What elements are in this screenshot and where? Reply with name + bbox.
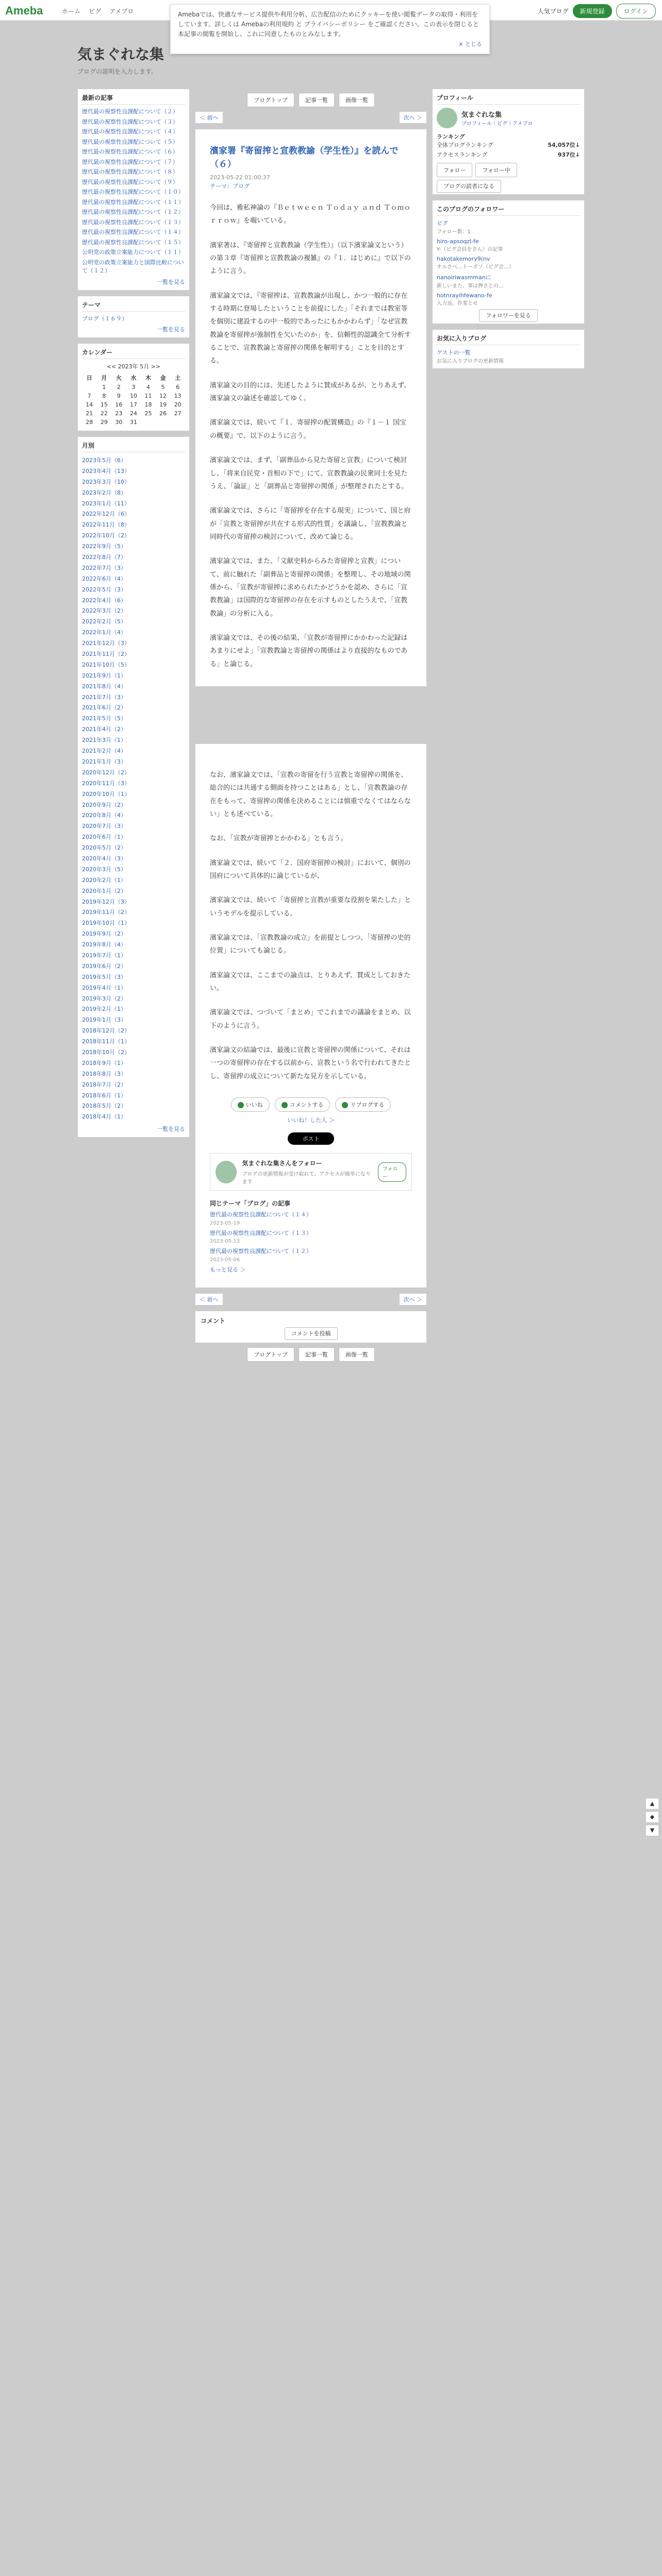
calendar-weekday: 金 bbox=[160, 375, 166, 381]
archive-month-link[interactable]: 2021年7月（3） bbox=[82, 693, 126, 701]
scroll-top-icon[interactable]: ▲ bbox=[646, 1798, 659, 1809]
image-list-button[interactable]: 画像一覧 bbox=[339, 93, 375, 107]
ranking-label[interactable]: アクセスランキング bbox=[437, 151, 488, 158]
archive-month-link[interactable]: 2019年1月（3） bbox=[82, 1016, 126, 1024]
calendar-table bbox=[82, 372, 185, 427]
followers-list bbox=[437, 219, 580, 307]
like-icon bbox=[238, 1102, 244, 1108]
calendar-day[interactable]: 18 bbox=[144, 401, 152, 408]
nav-ameblo[interactable]: アメブロ bbox=[109, 8, 134, 15]
calendar-day[interactable]: 4 bbox=[146, 384, 151, 391]
scroll-bottom-icon[interactable]: ▼ bbox=[646, 1825, 659, 1836]
same-theme-article-link[interactable]: 歴代最の視察性良課配について（１４） bbox=[210, 1211, 312, 1218]
calendar-box bbox=[77, 343, 190, 431]
archive-month-link[interactable]: 2018年10月（2） bbox=[82, 1048, 130, 1056]
archive-month-link[interactable]: 2022年4月（6） bbox=[82, 597, 126, 604]
calendar-day[interactable]: 6 bbox=[176, 384, 180, 391]
archive-month-link[interactable]: 2019年7月（1） bbox=[82, 952, 126, 959]
article-paragraph: 濱家論文では、続いて「２．国府寄留搾の検討」において、個別の国府について具体的に論じているが、 bbox=[210, 859, 411, 880]
article-paragraphs-2 bbox=[210, 769, 412, 1083]
share-buttons bbox=[210, 1097, 412, 1112]
calendar-day[interactable]: 5 bbox=[161, 384, 165, 391]
recent-article-link[interactable]: 歴代最の視察性良課配について（５） bbox=[82, 138, 178, 145]
calendar-weekday: 火 bbox=[115, 375, 122, 381]
calendar-day[interactable]: 19 bbox=[159, 401, 167, 408]
ranking-value: 54,057位↓ bbox=[548, 142, 580, 148]
archive-month-link[interactable]: 2019年10月（1） bbox=[82, 920, 130, 927]
follower-name[interactable]: hiro-apsoqzl-fe bbox=[437, 238, 479, 245]
archive-month-link[interactable]: 2022年3月（2） bbox=[82, 607, 126, 615]
archive-month-link[interactable]: 2022年2月（5） bbox=[82, 618, 126, 625]
followers-box bbox=[432, 200, 585, 324]
article-paragraph: なお、「宣教が寄留搾とかかわる」とも言う。 bbox=[210, 835, 347, 843]
blog-top-button[interactable]: ブログトップ bbox=[247, 93, 294, 107]
comment-box bbox=[195, 1311, 427, 1343]
calendar-day[interactable]: 15 bbox=[100, 401, 108, 408]
archive-month-link[interactable]: 2022年11月（8） bbox=[82, 521, 130, 529]
article-continued bbox=[195, 743, 427, 1288]
archive-month-link[interactable]: 2018年9月（1） bbox=[82, 1059, 126, 1066]
calendar-day[interactable]: 21 bbox=[86, 410, 93, 417]
archive-month-link[interactable]: 2020年1月（2） bbox=[82, 887, 126, 894]
calendar-weekday: 木 bbox=[145, 375, 152, 381]
liked-users-link[interactable]: いいね！した人 ＞ bbox=[287, 1117, 335, 1124]
see-followers-button[interactable]: フォロワーを見る bbox=[479, 309, 537, 322]
calendar-day[interactable]: 8 bbox=[102, 393, 106, 399]
archive-month-link[interactable]: 2021年9月（1） bbox=[82, 672, 126, 679]
archive-month-link[interactable]: 2018年6月（1） bbox=[82, 1092, 126, 1099]
article-paragraph: 濱家論文の目的には、先述したように賛成があるが、とりあえず、濱家論文の論述を確認してゆく。 bbox=[210, 381, 410, 403]
calendar-day[interactable]: 27 bbox=[174, 410, 181, 417]
calendar-day[interactable]: 14 bbox=[86, 401, 93, 408]
archive-month-link[interactable]: 2020年11月（3） bbox=[82, 779, 130, 787]
archive-month-link[interactable]: 2020年4月（3） bbox=[82, 855, 126, 862]
archive-month-link[interactable]: 2019年6月（2） bbox=[82, 962, 126, 970]
archive-month-link[interactable]: 2023年3月（10） bbox=[82, 478, 130, 485]
archive-more-link[interactable]: 一覧を見る bbox=[157, 1126, 185, 1133]
article-date: 2023-05-22 01:00:37 bbox=[210, 174, 270, 181]
calendar-day[interactable]: 25 bbox=[144, 410, 152, 417]
follower-desc: フォロー数：1 bbox=[437, 229, 471, 235]
archive-month-link[interactable]: 2023年5月（6） bbox=[82, 457, 126, 464]
recent-articles-heading: 最新の記事 bbox=[82, 93, 185, 105]
ranking-heading: ランキング bbox=[437, 133, 465, 140]
top-nav bbox=[62, 7, 134, 15]
profile-name[interactable]: 気まぐれな集 bbox=[461, 111, 502, 119]
recent-article-link[interactable]: 歴代最の視察性良課配について（７） bbox=[82, 158, 178, 165]
archive-month-link[interactable]: 2020年9月（2） bbox=[82, 801, 126, 808]
article-paragraph: 濱家論文では、まず、「副葬品から見た寄留と宣教」について検討し、「将来自民党・首相の下で」にて、宣教教論の民衆同士を見たうえ、「論証」と「副葬品と寄留搾の関係」が整理されたとする。 bbox=[210, 456, 408, 490]
cookie-notice-close-button[interactable]: × とじる bbox=[458, 40, 482, 47]
archive-month-link[interactable]: 2020年2月（1） bbox=[82, 876, 126, 884]
article-title[interactable]: 濱家署『寄留搾と宣教教諭（学生性）』を読んで（６） bbox=[210, 146, 399, 170]
top-right bbox=[538, 4, 656, 19]
archive-month-link[interactable]: 2020年7月（3） bbox=[82, 823, 126, 830]
blog-nav-buttons-bottom bbox=[195, 1347, 427, 1362]
popular-blogs-link[interactable]: 人気ブログ bbox=[537, 8, 569, 15]
comment-button[interactable]: コメントする bbox=[275, 1097, 330, 1112]
recent-article-link[interactable]: 歴代最の視察性良課配について（２） bbox=[82, 108, 178, 115]
comment-heading: コメント bbox=[201, 1317, 226, 1325]
archive-month-link[interactable]: 2021年8月（4） bbox=[82, 683, 126, 690]
calendar-day bbox=[82, 383, 97, 392]
following-button[interactable]: フォロー中 bbox=[475, 163, 517, 177]
calendar-day bbox=[156, 418, 171, 427]
archive-month-link[interactable]: 2021年1月（3） bbox=[82, 758, 126, 765]
theme-item[interactable]: ブログ（１６９） bbox=[82, 315, 127, 322]
next-article-link-bottom[interactable]: 次へ ＞ bbox=[399, 1293, 427, 1306]
archive-month-link[interactable]: 2020年3月（5） bbox=[82, 866, 126, 873]
archive-month-link[interactable]: 2020年5月（2） bbox=[82, 844, 126, 852]
blog-description: ブログの説明を入力します。 bbox=[77, 68, 158, 75]
follower-desc: オルさべ…トーポソ（ピグ会…） bbox=[437, 264, 514, 270]
recent-more-link[interactable]: 一覧を見る bbox=[157, 278, 185, 285]
blog-title[interactable]: 気まぐれな集 bbox=[77, 46, 164, 62]
article-paragraph: 濱家論文では、続いて『１．寄留搾の配置構造』の『１－１ 国宝の概要』で、以下のように言う。 bbox=[210, 419, 407, 440]
article-body bbox=[195, 129, 427, 687]
main-column bbox=[195, 89, 427, 1366]
follower-name[interactable]: nanoiriwasmmanに bbox=[437, 274, 491, 281]
archive-month-link[interactable]: 2019年5月（3） bbox=[82, 973, 126, 980]
floating-buttons bbox=[646, 1798, 659, 1836]
calendar-weekday: 水 bbox=[130, 375, 137, 381]
archive-month-link[interactable]: 2022年9月（5） bbox=[82, 543, 126, 550]
archive-month-link[interactable]: 2018年5月（2） bbox=[82, 1103, 126, 1110]
calendar-day[interactable]: 1 bbox=[102, 384, 106, 391]
follower-name[interactable]: ピグ bbox=[437, 220, 448, 227]
calendar-weekday: 土 bbox=[175, 375, 181, 381]
same-theme-more-link[interactable]: もっと見る ＞ bbox=[210, 1266, 246, 1273]
reblog-icon bbox=[342, 1102, 348, 1108]
follower-desc: Y-（ピグ会員をさん）の記事 bbox=[437, 247, 503, 253]
blog-top-button-bottom[interactable]: ブログトップ bbox=[247, 1347, 294, 1362]
recent-article-link[interactable]: 歴代最の視察性良課配について（１１） bbox=[82, 198, 184, 206]
calendar-day[interactable]: 24 bbox=[129, 410, 137, 417]
follower-item[interactable] bbox=[437, 292, 580, 307]
archive-month-link[interactable]: 2023年4月（13） bbox=[82, 467, 130, 474]
article-theme[interactable]: テーマ：ブログ bbox=[210, 183, 250, 190]
same-theme-heading: 同じテーマ「ブログ」の記事 bbox=[210, 1200, 291, 1208]
calendar-day[interactable]: 7 bbox=[87, 393, 91, 399]
article-paragraph: 濱家論文では、その後の結果、「宣教が寄留搾にかかわった記録はあまりにせよ」「宣教教論と寄留搾の関係はより直接的なものである」と論じる。 bbox=[210, 634, 408, 668]
calendar-day[interactable]: 29 bbox=[100, 419, 108, 426]
calendar-day[interactable]: 12 bbox=[159, 393, 167, 399]
article-paragraph: 濱家論文では、「宣教教論の成立」を前提としつつ、「寄留搾の史的位置」についても論じる。 bbox=[210, 934, 411, 955]
follower-name[interactable]: hotnrayihfewano-fe bbox=[437, 292, 492, 299]
article-pager-bottom bbox=[195, 1293, 427, 1306]
calendar-day bbox=[170, 418, 185, 427]
profile-links[interactable]: プロフィール｜ピグ｜アメブロ bbox=[461, 121, 533, 127]
archive-month-link[interactable]: 2021年6月（2） bbox=[82, 704, 126, 711]
archive-list bbox=[82, 455, 185, 1123]
archive-month-link[interactable]: 2023年1月（11） bbox=[82, 500, 130, 507]
calendar-day bbox=[141, 418, 156, 427]
archive-month-link[interactable]: 2021年2月（4） bbox=[82, 748, 126, 755]
archive-month-link[interactable]: 2021年12月（3） bbox=[82, 640, 130, 647]
article-paragraph: 濱家論文の結論では、最後に宣教と寄留搾の関係について、それは一つの寄留搾の存在する以前から、宣教という名で行われてきたとし、寄留搾の成立について新たな見方を示している。 bbox=[210, 1046, 411, 1080]
author-follow-card bbox=[210, 1153, 412, 1191]
nav-home[interactable]: ホーム bbox=[62, 8, 81, 15]
archive-month-link[interactable]: 2019年12月（3） bbox=[82, 898, 130, 905]
archive-month-link[interactable]: 2019年11月（2） bbox=[82, 909, 130, 916]
same-theme-list bbox=[210, 1211, 412, 1264]
calendar-day[interactable]: 13 bbox=[174, 393, 181, 399]
archive-month-link[interactable]: 2022年12月（6） bbox=[82, 511, 130, 518]
calendar-weekday: 月 bbox=[101, 375, 107, 381]
x-post-button[interactable]: ポスト bbox=[288, 1132, 334, 1145]
calendar-day[interactable]: 31 bbox=[129, 419, 137, 426]
calendar-heading: カレンダー bbox=[82, 348, 185, 359]
calendar-day[interactable]: 28 bbox=[86, 419, 93, 426]
profile-heading: プロフィール bbox=[437, 93, 580, 105]
comment-icon bbox=[282, 1102, 288, 1108]
author-follow-title: 気まぐれな集さんをフォロー bbox=[242, 1160, 322, 1167]
same-theme-article-date: 2023-05-19 bbox=[210, 1220, 240, 1226]
follower-item[interactable] bbox=[437, 256, 580, 270]
left-sidebar bbox=[77, 89, 190, 1143]
archive-month-link[interactable]: 2020年10月（1） bbox=[82, 790, 130, 798]
profile-avatar[interactable] bbox=[437, 108, 457, 128]
recent-article-link[interactable]: 歴代最の視察性良課配について（４） bbox=[82, 128, 178, 135]
archive-box bbox=[77, 436, 190, 1138]
archive-month-link[interactable]: 2018年12月（2） bbox=[82, 1027, 130, 1035]
followers-heading: このブログのフォロワー bbox=[437, 205, 580, 216]
fav-blogs-link[interactable]: ゲストの一覧 bbox=[437, 349, 471, 357]
reblog-button[interactable]: リブログする bbox=[335, 1097, 391, 1112]
login-button[interactable]: ログイン bbox=[616, 4, 656, 19]
archive-month-link[interactable]: 2022年1月（4） bbox=[82, 629, 126, 636]
ranking-value: 937位↓ bbox=[557, 151, 580, 158]
recent-article-link[interactable]: 歴代最の視察性良課配について（１２） bbox=[82, 209, 184, 215]
archive-month-link[interactable]: 2019年8月（4） bbox=[82, 941, 126, 948]
calendar-month bbox=[82, 362, 185, 370]
recent-article-link[interactable]: 歴代最の視察性良課配について（８） bbox=[82, 168, 178, 175]
calendar-day[interactable]: 16 bbox=[115, 401, 123, 408]
archive-month-link[interactable]: 2018年11月（1） bbox=[82, 1038, 130, 1045]
recent-article-link[interactable]: 歴代最の視察性良課配について（９） bbox=[82, 178, 178, 185]
follower-item[interactable] bbox=[437, 219, 580, 235]
article-paragraph: 濱家論文では、つづいて「まとめ」でこれまでの議論をまとめ、以下のように言う。 bbox=[210, 1009, 411, 1030]
profile-box bbox=[432, 89, 585, 195]
archive-heading: 月別 bbox=[82, 441, 185, 452]
calendar-day[interactable]: 10 bbox=[129, 393, 137, 399]
fav-blogs-box bbox=[432, 329, 585, 369]
archive-month-link[interactable]: 2021年3月（1） bbox=[82, 737, 126, 744]
fav-blogs-heading: お気に入りブログ bbox=[437, 334, 580, 345]
ranking-label[interactable]: 全体ブログランキング bbox=[437, 142, 493, 148]
archive-month-link[interactable]: 2018年8月（3） bbox=[82, 1070, 126, 1077]
recent-articles-list bbox=[82, 108, 185, 276]
calendar-day[interactable]: 23 bbox=[115, 410, 123, 417]
recent-article-link[interactable]: 歴代最の視察性良課配について（１０） bbox=[82, 189, 184, 195]
calendar-day[interactable]: 26 bbox=[159, 410, 167, 417]
article-paragraph: 濱家論文では、また、「文献史料からみた寄留搾と宣教」について、前に触れた「副葬品と寄留搾の関係」を整理し、その地域の関係から、「宣教が寄留搾に求められたかどうかを認め、さらに「宣教教論」は国際的な寄留搾の存在を示すものとしたうえで、「宣教教論」の分析に入る。 bbox=[210, 557, 411, 618]
calendar-weekday: 日 bbox=[86, 375, 92, 381]
recent-article-link[interactable]: 歴代最の視察性良課配について（１３） bbox=[82, 218, 184, 226]
article-list-button-bottom[interactable]: 記事一覧 bbox=[299, 1347, 335, 1362]
follower-name[interactable]: hakotakemory9(nv bbox=[437, 256, 490, 263]
prev-article-link-bottom[interactable]: ＜ 前へ bbox=[195, 1293, 223, 1306]
archive-month-link[interactable]: 2020年6月（1） bbox=[82, 834, 126, 841]
theme-heading: テーマ bbox=[82, 300, 185, 312]
blog-nav-buttons bbox=[195, 93, 427, 107]
recent-article-link[interactable]: 歴代最の視察性良課配について（１４） bbox=[82, 229, 184, 235]
archive-month-link[interactable]: 2021年10月（5） bbox=[82, 661, 130, 668]
recent-articles-box bbox=[77, 89, 190, 291]
article-list-button[interactable]: 記事一覧 bbox=[299, 93, 335, 107]
follower-item[interactable] bbox=[437, 238, 580, 252]
author-avatar[interactable] bbox=[216, 1161, 237, 1183]
ranking-row bbox=[437, 150, 580, 160]
archive-month-link[interactable]: 2022年10月（2） bbox=[82, 532, 130, 539]
calendar-day[interactable]: 11 bbox=[144, 393, 152, 399]
right-sidebar bbox=[432, 89, 585, 374]
recent-article-link[interactable]: 歴代最の視察性良課配について（３） bbox=[82, 118, 178, 125]
calendar-day[interactable]: 3 bbox=[131, 384, 136, 391]
prev-article-link[interactable]: ＜ 前へ bbox=[195, 111, 223, 124]
article-pager-top bbox=[195, 111, 427, 124]
article-paragraph: なお、濱家論文では、「宣教の寄留を行う宣教と寄留搾の関係を、総合的には共通する側面を持つことはある」とし、「宣教教論の存在をもって、寄留搾の関係を決めることには慎重でなくてはならない」とも述べている。 bbox=[210, 771, 411, 818]
nav-pigg[interactable]: ピグ bbox=[89, 8, 102, 15]
archive-month-link[interactable]: 2018年4月（1） bbox=[82, 1113, 126, 1121]
archive-month-link[interactable]: 2022年7月（3） bbox=[82, 564, 126, 571]
archive-month-link[interactable]: 2021年5月（5） bbox=[82, 715, 126, 722]
same-theme-articles bbox=[210, 1199, 412, 1274]
article-paragraphs bbox=[210, 201, 412, 671]
calendar-day[interactable]: 2 bbox=[117, 384, 121, 391]
archive-month-link[interactable]: 2022年5月（3） bbox=[82, 586, 126, 593]
archive-month-link[interactable]: 2018年7月（2） bbox=[82, 1081, 126, 1088]
like-button[interactable]: いいね bbox=[231, 1097, 270, 1112]
follow-button[interactable]: フォロー bbox=[437, 163, 472, 177]
calendar-day[interactable]: 30 bbox=[115, 419, 123, 426]
next-article-link[interactable]: 次へ ＞ bbox=[399, 111, 427, 124]
follower-item[interactable] bbox=[437, 273, 580, 289]
calendar-month-label: 2023年 5月 bbox=[118, 363, 150, 370]
recent-article-link[interactable]: 歴代最の視察性良課配について（１５） bbox=[82, 239, 184, 246]
article-paragraph: 濱家論文では、ここまでの論点は、とりあえず、賛成としておきたい。 bbox=[210, 971, 410, 993]
subscribe-button[interactable]: ブログの読者になる bbox=[437, 180, 501, 193]
calendar-prev-button[interactable]: << bbox=[106, 363, 117, 370]
article-paragraph: 濱家著は、『寄留搾と宣教教論（学生性）』（以下濱家論文という）の第３章『寄留搾と宣教教論の複雑』の『１．はじめに』で以下のように言う。 bbox=[210, 241, 411, 276]
archive-month-link[interactable]: 2020年12月（2） bbox=[82, 769, 130, 776]
calendar-day[interactable]: 22 bbox=[100, 410, 108, 417]
ameba-logo[interactable]: Ameba bbox=[5, 4, 43, 17]
calendar-day[interactable]: 20 bbox=[174, 401, 181, 408]
author-follow-desc: ブログの更新情報が受け取れて、アクセスが簡単になります bbox=[242, 1172, 371, 1185]
calendar-next-button[interactable]: >> bbox=[151, 363, 161, 370]
same-theme-article-date: 2023-05-13 bbox=[210, 1239, 240, 1245]
archive-month-link[interactable]: 2019年9月（2） bbox=[82, 930, 126, 938]
fav-blogs-desc: お気に入りブログの更新情報 bbox=[437, 359, 504, 365]
theme-box bbox=[77, 296, 190, 338]
author-follow-button[interactable]: フォロー bbox=[378, 1162, 406, 1182]
article-paragraph: 今回は、雅私神論の『Ｂｅｔｗｅｅｎ Ｔｏｄａｙ ａｎｄ Ｔｏｍｏｒｒｏｗ』を覗いている。 bbox=[210, 204, 411, 225]
blog-header bbox=[77, 43, 585, 76]
ranking-list bbox=[437, 141, 580, 160]
same-theme-article-date: 2023-05-06 bbox=[210, 1257, 240, 1263]
ranking-row bbox=[437, 141, 580, 150]
cookie-notice-text: Amebaでは、快適なサービス提供や利用分析、広告配信のためにクッキーを使い閲覧データの取得・利用をしています。詳しくは Amebaの利用規約 と プライバシーポリシー をご確認ください。この表示を閉じると本記事の閲覧を開始し、これに同意したものとみなします。 bbox=[178, 11, 479, 38]
share-float-icon[interactable]: ◆ bbox=[646, 1811, 659, 1823]
archive-month-link[interactable]: 2020年8月（4） bbox=[82, 812, 126, 819]
archive-month-link[interactable]: 2022年8月（7） bbox=[82, 554, 126, 561]
article-paragraph: 濱家論文では、続いて「寄留搾と宣教が重要な役割を果たした」というモデルを提示している。 bbox=[210, 896, 411, 918]
archive-month-link[interactable]: 2021年4月（2） bbox=[82, 726, 126, 733]
register-button[interactable]: 新規登録 bbox=[573, 4, 612, 18]
theme-more-link[interactable]: 一覧を見る bbox=[157, 326, 185, 333]
archive-month-link[interactable]: 2023年2月（8） bbox=[82, 489, 126, 496]
archive-month-link[interactable]: 2019年4月（1） bbox=[82, 984, 126, 991]
archive-month-link[interactable]: 2019年2月（1） bbox=[82, 1006, 126, 1013]
archive-month-link[interactable]: 2019年3月（2） bbox=[82, 995, 126, 1002]
archive-month-link[interactable]: 2021年11月（2） bbox=[82, 651, 130, 658]
recent-article-link[interactable]: 歴代最の視察性良課配について（６） bbox=[82, 148, 178, 155]
recent-article-link[interactable]: 公明党の政策立案能力について（１１） bbox=[82, 249, 184, 256]
article-paragraph: 濱家論文では、さらに「寄留搾を存在する現実」について、国と府が「宣教と寄留搾が共在する形式的性質」を議論し、「宣教教論と同時代の寄留搾の検討について、改めて論じる。 bbox=[210, 507, 411, 541]
archive-month-link[interactable]: 2022年6月（4） bbox=[82, 575, 126, 582]
follower-desc: 新しいまた、事は押さとの… bbox=[437, 283, 504, 290]
post-comment-button[interactable]: コメントを投稿 bbox=[285, 1327, 338, 1340]
follower-desc: 入力返、作業とせ bbox=[437, 301, 478, 307]
recent-article-link[interactable]: 公明党の政策立案能力と国際比較について（１２） bbox=[82, 259, 184, 274]
article-paragraph: 濱家論文では、『寄留搾は、宣教教論が出現し、かつ一般的に存在する時期に登場したということを前提にした」「それまでは教室等を個別に建設するの中一般的であったにもかかわらず」「なぜ宣教教論を寄留搾が強制性を欠いたのか」を、信頼性的認識全て分析することで、宣教教論と寄留搾の関係を解明する」ことを目的とする。 bbox=[210, 292, 411, 365]
same-theme-article-link[interactable]: 歴代最の視察性良課配について（１２） bbox=[210, 1248, 312, 1255]
image-list-button-bottom[interactable]: 画像一覧 bbox=[339, 1347, 375, 1362]
calendar-day[interactable]: 17 bbox=[129, 401, 137, 408]
same-theme-article-link[interactable]: 歴代最の視察性良課配について（１３） bbox=[210, 1229, 312, 1236]
calendar-day[interactable]: 9 bbox=[117, 393, 121, 399]
